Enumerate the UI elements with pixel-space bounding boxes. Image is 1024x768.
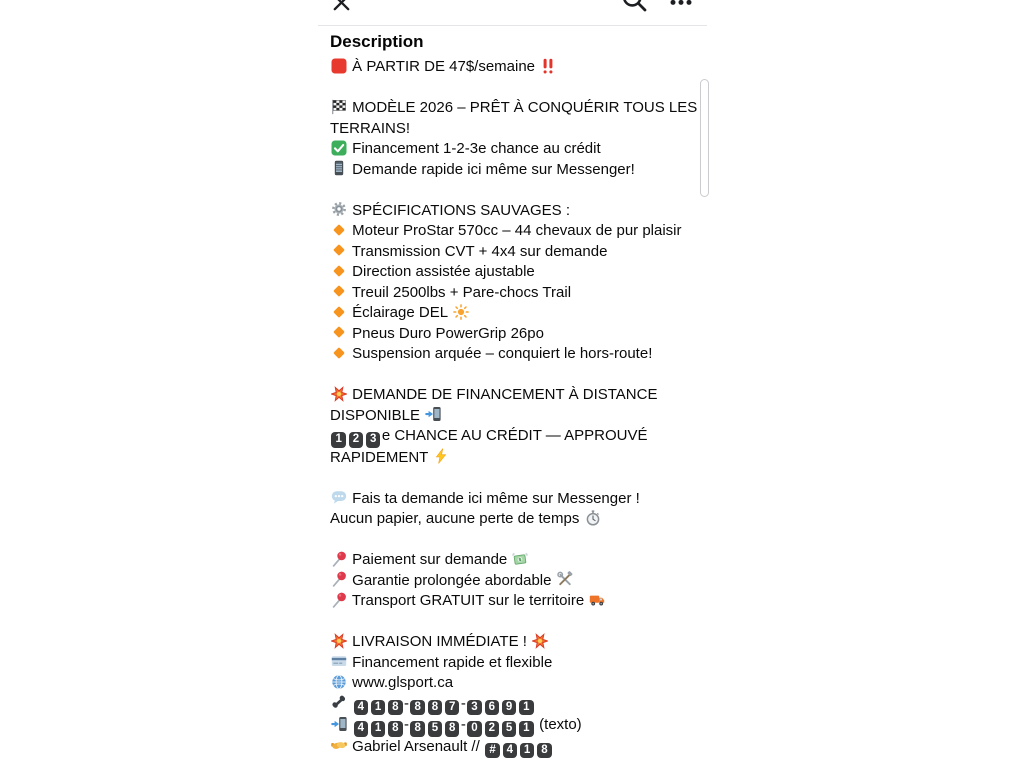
keycap-1-icon: 1 [519, 721, 534, 737]
collision-icon [331, 633, 347, 649]
description-line: Gabriel Arsenault // # 4 1 8 [330, 737, 710, 759]
lightning-bolt-icon [433, 448, 449, 464]
mobile-phone-icon [331, 160, 347, 176]
orange-diamond-icon [331, 242, 347, 258]
search-icon[interactable] [620, 0, 648, 13]
keycap-4-icon: 4 [503, 743, 518, 759]
scrollbar-thumb[interactable] [700, 79, 709, 197]
description-blank-line [330, 612, 710, 633]
description-blank-line [330, 78, 710, 99]
keycap-8-icon: 8 [428, 700, 443, 716]
description-heading: Description [330, 32, 424, 51]
orange-diamond-icon [331, 345, 347, 361]
description-line: www.glsport.ca [330, 673, 710, 694]
keycap-8-icon: 8 [410, 721, 425, 737]
description-blank-line [330, 365, 710, 386]
orange-diamond-icon [331, 283, 347, 299]
description-line: Paiement sur demande $ [330, 550, 710, 571]
keycap-1-icon: 1 [520, 743, 535, 759]
keycap-0-icon: 0 [467, 721, 482, 737]
collision-icon [532, 633, 548, 649]
hammer-and-wrench-icon [557, 571, 573, 587]
mobile-phone-arrow-icon [425, 406, 441, 422]
description-line: SPÉCIFICATIONS SAUVAGES : [330, 201, 710, 222]
gear-icon [331, 201, 347, 217]
credit-card-icon [331, 653, 347, 669]
description-line: Éclairage DEL [330, 303, 710, 324]
keycap-2-icon: 2 [485, 721, 500, 737]
keycap-8-icon: 8 [445, 721, 460, 737]
description-line: Treuil 2500lbs + Pare-chocs Trail [330, 283, 710, 304]
pushpin-icon [331, 551, 347, 567]
description-line: Financement 1-2-3e chance au crédit [330, 139, 710, 160]
orange-diamond-icon [331, 324, 347, 340]
keycap-9-icon: 9 [502, 700, 517, 716]
check-mark-icon [331, 140, 347, 156]
collision-icon [331, 386, 347, 402]
description-line: Suspension arquée – conquiert le hors-route! [330, 344, 710, 365]
orange-diamond-icon [331, 263, 347, 279]
description-line: 4 1 8 - 8 8 7 - 3 6 9 1 [330, 694, 710, 716]
description-line: Fais ta demande ici même sur Messenger ! [330, 489, 710, 510]
telephone-receiver-icon [331, 694, 347, 710]
handshake-icon [331, 737, 347, 753]
description-line: À PARTIR DE 47$/semaine [330, 57, 710, 78]
description-blank-line [330, 180, 710, 201]
description-line: 1 2 3 e CHANCE AU CRÉDIT — APPROUVÉ RAPIDEMENT [330, 427, 648, 466]
pushpin-icon [331, 592, 347, 608]
keycap-3-icon: 3 [366, 432, 381, 448]
money-with-wings-icon [512, 551, 528, 567]
description-blank-line [330, 530, 710, 551]
keycap-5-icon: 5 [428, 721, 443, 737]
keycap-8-icon: 8 [388, 721, 403, 737]
description-line: Garantie prolongée abordable [330, 571, 710, 592]
keycap-8-icon: 8 [410, 700, 425, 716]
keycap-1-icon: 1 [331, 432, 346, 448]
keycap-8-icon: 8 [388, 700, 403, 716]
description-line: Moteur ProStar 570cc – 44 chevaux de pur plaisir [330, 221, 710, 242]
double-exclamation-icon [540, 58, 556, 74]
more-options-icon[interactable] [669, 0, 693, 7]
header-divider [318, 25, 707, 26]
orange-diamond-icon [331, 304, 347, 320]
description-line: Direction assistée ajustable [330, 262, 710, 283]
description-line: Pneus Duro PowerGrip 26po [330, 324, 710, 345]
keycap-4-icon: 4 [354, 721, 369, 737]
keycap-6-icon: 6 [485, 700, 500, 716]
sun-icon [453, 304, 469, 320]
orange-diamond-icon [331, 222, 347, 238]
checkered-flag-icon [331, 99, 347, 115]
keycap-5-icon: 5 [502, 721, 517, 737]
mobile-phone-arrow-icon [331, 716, 347, 732]
description-line: Transport GRATUIT sur le territoire [330, 591, 710, 612]
keycap-2-icon: 2 [349, 432, 364, 448]
description-line: Aucun papier, aucune perte de temps [330, 509, 710, 530]
description-line: Transmission CVT + 4x4 sur demande [330, 242, 710, 263]
red-square-icon [331, 58, 347, 74]
keycap-3-icon: 3 [467, 700, 482, 716]
delivery-truck-icon [589, 592, 605, 608]
keycap-7-icon: 7 [445, 700, 460, 716]
description-line: Demande rapide ici même sur Messenger! [330, 160, 710, 181]
keycap-hash-icon: # [485, 743, 500, 759]
description-line: DEMANDE DE FINANCEMENT À DISTANCE DISPONIBLE [330, 386, 658, 424]
description-blank-line [330, 468, 710, 489]
svg-text:$: $ [518, 557, 523, 563]
keycap-1-icon: 1 [519, 700, 534, 716]
description-line: LIVRAISON IMMÉDIATE ! [330, 632, 710, 653]
stopwatch-icon [585, 510, 601, 526]
keycap-1-icon: 1 [371, 721, 386, 737]
keycap-8-icon: 8 [537, 743, 552, 759]
pushpin-icon [331, 571, 347, 587]
description-body[interactable] [330, 57, 710, 758]
globe-icon [331, 674, 347, 690]
description-line: MODÈLE 2026 – PRÊT À CONQUÉRIR TOUS LES TERRAINS! [330, 99, 698, 137]
description-line: Financement rapide et flexible [330, 653, 710, 674]
keycap-1-icon: 1 [371, 700, 386, 716]
description-line: 4 1 8 - 8 5 8 - 0 2 5 1 (texto) [330, 715, 710, 737]
close-button[interactable] [330, 0, 353, 14]
speech-balloon-icon [331, 489, 347, 505]
keycap-4-icon: 4 [354, 700, 369, 716]
